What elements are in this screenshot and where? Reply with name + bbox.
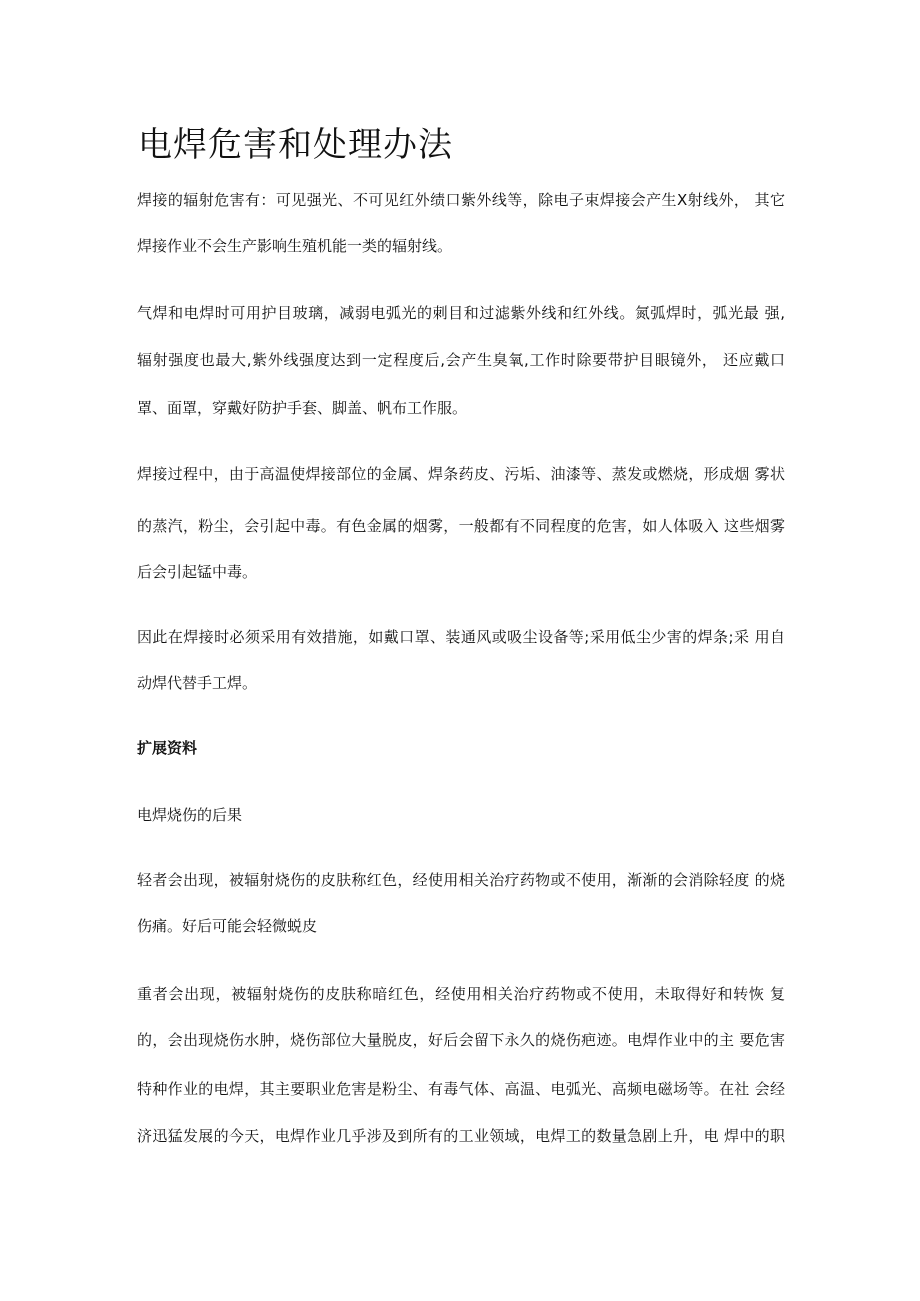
- paragraph-line: 焊接作业不会生产影响生殖机能一类的辐射线。: [137, 237, 453, 255]
- section-heading: 扩展资料: [137, 739, 198, 757]
- paragraph-line: 特种作业的电焊，其主要职业危害是粉尘、有毒气体、高温、电弧光、高频电磁场等。在社 会经: [137, 1080, 785, 1098]
- paragraph-line: 动焊代替手工焊。: [137, 674, 258, 692]
- paragraph-line: 重者会出现，被辐射烧伤的皮肤称暗红色，经使用相关治疗药物或不使用，未取得好和转恢 复: [137, 985, 785, 1003]
- document-title: 电焊危害和处理办法: [138, 125, 453, 165]
- paragraph-line: 辐射强度也最大,紫外线强度达到一定程度后,会产生臭氧,工作时除要带护目眼镜外， 还应戴口: [137, 351, 785, 369]
- paragraph-line: 的蒸汽，粉尘，会引起中毒。有色金属的烟雾，一般都有不同程度的危害，如人体吸入 这些烟雾: [137, 517, 785, 535]
- paragraph-line: 罩、面罩，穿戴好防护手套、脚盖、帆布工作服。: [137, 399, 468, 417]
- paragraph-line: 伤痛。好后可能会轻微蜕皮: [137, 917, 318, 935]
- paragraph-line: 后会引起锰中毒。: [137, 563, 258, 581]
- paragraph-line: 济迅猛发展的今天，电焊作业几乎涉及到所有的工业领域，电焊工的数量急剧上升，电 焊中的职: [137, 1127, 785, 1145]
- paragraph-line: 焊接过程中，由于高温使焊接部位的金属、焊条药皮、污垢、油漆等、蒸发或燃烧，形成烟 雾状: [137, 465, 785, 483]
- paragraph-line: 轻者会出现，被辐射烧伤的皮肤称红色，经使用相关治疗药物或不使用，渐渐的会消除轻度 的烧: [137, 871, 785, 889]
- paragraph-line: 气焊和电焊时可用护目玻璃，减弱电弧光的刺目和过滤紫外线和红外线。氮弧焊时，弧光最 强,: [137, 304, 785, 322]
- subheading: 电焊烧伤的后果: [137, 806, 243, 824]
- paragraph-line: 因此在焊接时必须采用有效措施，如戴口罩、装通风或吸尘设备等;采用低尘少害的焊条;采 用自: [137, 628, 785, 646]
- paragraph-line: 的，会出现烧伤水肿，烧伤部位大量脱皮，好后会留下永久的烧伤疤迹。电焊作业中的主 要危害: [137, 1031, 785, 1049]
- paragraph-line: 焊接的辐射危害有：可见强光、不可见红外绩口紫外线等，除电子束焊接会产生X射线外， 其它: [137, 191, 785, 209]
